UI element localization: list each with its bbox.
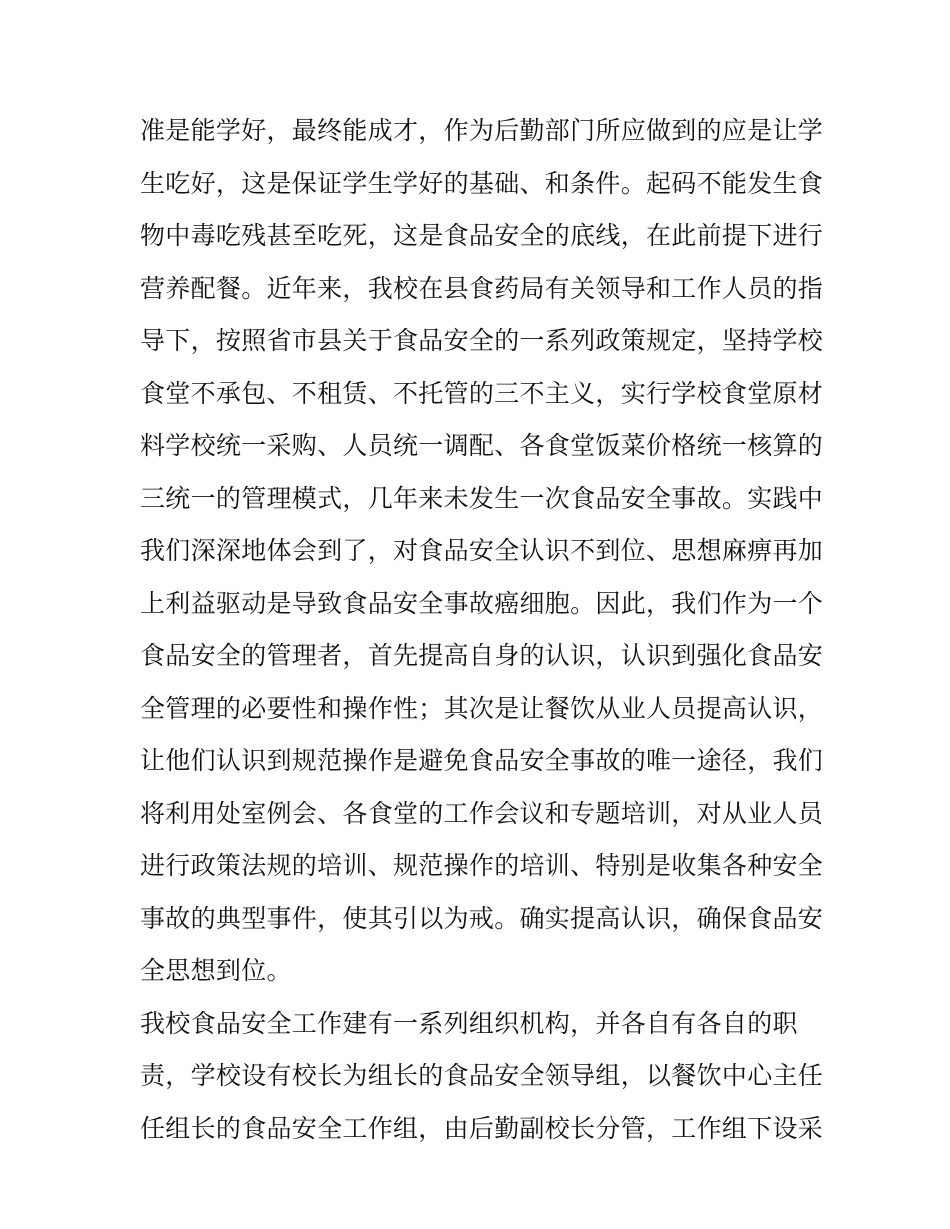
text-line-8: 三统一的管理模式，几年来未发生一次食品安全事故。实践中 [140, 483, 824, 513]
text-line-4: 营养配餐。近年来，我校在县食药局有关领导和工作人员的指 [140, 273, 824, 303]
text-line-2: 生吃好，这是保证学生学好的基础、和条件。起码不能发生食 [140, 168, 824, 198]
text-line-11: 食品安全的管理者，首先提高自身的认识，认识到强化食品安 [140, 641, 824, 670]
text-line-10: 上利益驱动是导致食品安全事故癌细胞。因此，我们作为一个 [140, 588, 824, 618]
text-line-14: 将利用处室例会、各食堂的工作会议和专题培训，对从业人员 [140, 798, 824, 828]
text-line-16: 事故的典型事件，使其引以为戒。确实提高认识，确保食品安 [140, 903, 824, 933]
text-line-17: 全思想到位。 [140, 956, 292, 985]
text-line-3: 物中毒吃残甚至吃死，这是食品安全的底线，在此前提下进行 [140, 221, 824, 250]
text-line-7: 料学校统一采购、人员统一调配、各食堂饭菜价格统一核算的 [140, 431, 824, 460]
text-line-20: 任组长的食品安全工作组，由后勤副校长分管，工作组下设采 [140, 1113, 824, 1143]
body-text [140, 105, 824, 1155]
text-line-19: 责，学校设有校长为组长的食品安全领导组，以餐饮中心主任 [140, 1061, 824, 1090]
text-line-6: 食堂不承包、不租赁、不托管的三不主义，实行学校食堂原材 [140, 378, 824, 408]
text-line-13: 让他们认识到规范操作是避免食品安全事故的唯一途径，我们 [140, 746, 824, 775]
text-line-12: 全管理的必要性和操作性；其次是让餐饮从业人员提高认识， [140, 693, 824, 723]
text-line-15: 进行政策法规的培训、规范操作的培训、特别是收集各种安全 [140, 851, 824, 880]
text-line-18: 我校食品安全工作建有一系列组织机构，并各自有各自的职 [140, 1008, 798, 1038]
text-line-1: 准是能学好，最终能成才，作为后勤部门所应做到的应是让学 [140, 116, 824, 145]
text-line-9: 我们深深地体会到了，对食品安全认识不到位、思想麻痹再加 [140, 536, 824, 565]
text-line-5: 导下，按照省市县关于食品安全的一系列政策规定，坚持学校 [140, 326, 824, 355]
